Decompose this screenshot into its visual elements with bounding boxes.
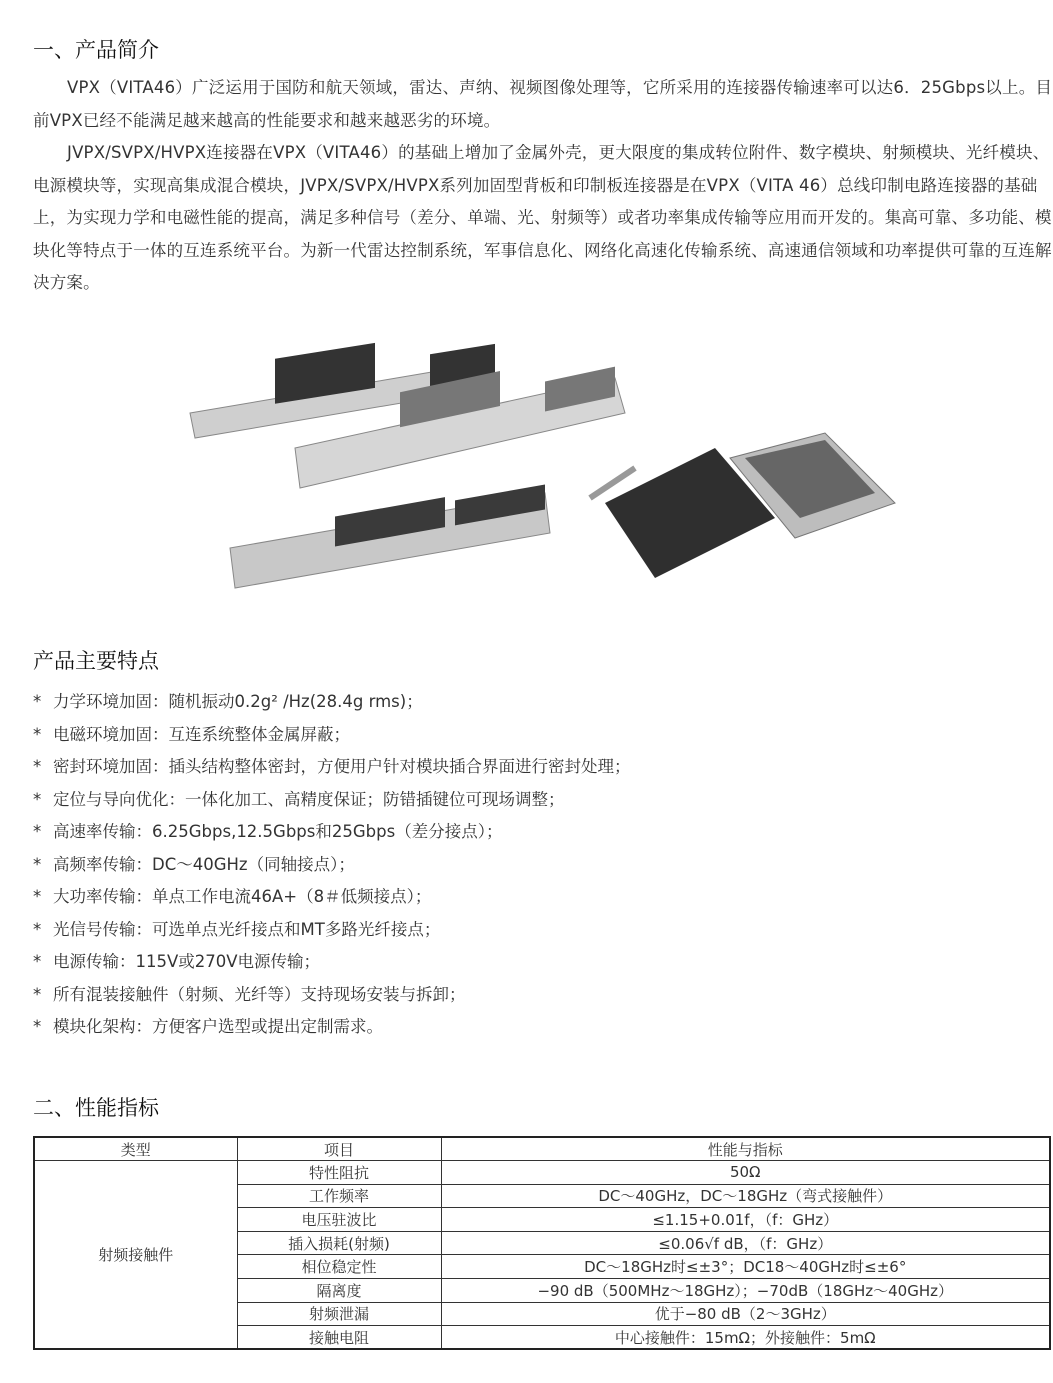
feature-item: * 高速率传输：6.25Gbps,12.5Gbps和25Gbps（差分接点）； xyxy=(33,822,503,841)
spec-cell: 中心接触件：15mΩ；外接触件：5mΩ xyxy=(441,1326,1050,1350)
item-cell: 插入损耗(射频) xyxy=(237,1231,441,1255)
feature-item: * 定位与导向优化：一体化加工、高精度保证；防错插键位可现场调整； xyxy=(33,789,565,809)
feature-item: * 力学环境加固：随机振动0.2g² /Hz(28.4g rms)； xyxy=(33,692,423,711)
intro-paragraph-1: VPX（VITA46）广泛运用于国防和航天领域，雷达、声纳、视频图像处理等，它所采用的连接器传输速率可以达6．25Gbps以上。目前VPX已经不能满足越来越高的性能要求和越来越恶劣的环境。 xyxy=(33,78,1053,130)
feature-item: * 电磁环境加固：互连系统整体金属屏蔽； xyxy=(33,724,350,744)
spec-cell: −90 dB（500MHz～18GHz）；−70dB（18GHz～40GHz） xyxy=(441,1279,1050,1303)
header-type: 类型 xyxy=(34,1137,237,1161)
feature-item: * 大功率传输：单点工作电流46A+（8＃低频接点）； xyxy=(33,887,432,906)
item-cell: 相位稳定性 xyxy=(237,1255,441,1279)
item-cell: 隔离度 xyxy=(237,1279,441,1303)
spec-cell: ≤0.06√f dB，（f：GHz） xyxy=(441,1231,1050,1255)
feature-item: * 密封环境加固：插头结构整体密封，方便用户针对模块插合界面进行密封处理； xyxy=(33,757,631,776)
spec-cell: DC～40GHz，DC～18GHz（弯式接触件） xyxy=(441,1184,1050,1208)
connector-backplane-3 xyxy=(230,485,550,588)
feature-item: * 所有混装接触件（射频、光纤等）支持现场安装与拆卸； xyxy=(33,984,466,1004)
table-header-row xyxy=(34,1137,1050,1161)
item-cell: 工作频率 xyxy=(237,1184,441,1208)
item-cell: 特性阻抗 xyxy=(237,1161,441,1185)
item-cell: 接触电阻 xyxy=(237,1326,441,1350)
type-cell: 射频接触件 xyxy=(34,1161,237,1350)
spec-cell: 50Ω xyxy=(441,1161,1050,1185)
section2-title: 二、性能指标 xyxy=(33,1096,159,1120)
table-row xyxy=(34,1161,1050,1185)
feature-item: * 高频率传输：DC～40GHz（同轴接点）； xyxy=(33,854,355,874)
item-cell: 电压驻波比 xyxy=(237,1208,441,1232)
feature-item: * 模块化架构：方便客户选型或提出定制需求。 xyxy=(33,1017,383,1036)
feature-item: * 光信号传输：可选单点光纤接点和MT多路光纤接点； xyxy=(33,919,441,939)
header-spec: 性能与指标 xyxy=(441,1137,1050,1161)
section1-title: 一、产品简介 xyxy=(33,38,159,62)
intro-paragraph-2: JVPX/SVPX/HVPX连接器在VPX（VITA46）的基础上增加了金属外壳，更大限度的集成转位附件、数字模块、射频模块、光纤模块、电源模块等，实现高集成混合模块，JVPX/SVPX/HVPX系列加固型背板和印制板连接器是在VPX（VITA 46）总线印制电路连接器的基础上，为实现力学和电磁性能的提高，满足多种信号（差分、单端、光、射频等）或者功率集成传输等应用而开发的。集高可靠、多功能、模块化等特点于一体的互连系统平台。为新一代雷达控制系统，军事信息化、网络化高速化传输系统、高速通信领域和功率提供可靠的互连解决方案。 xyxy=(33,143,1052,293)
features-title: 产品主要特点 xyxy=(33,649,159,673)
spec-table xyxy=(33,1136,1051,1350)
product-photo xyxy=(185,318,915,613)
item-cell: 射频泄漏 xyxy=(237,1302,441,1326)
features-list xyxy=(33,686,631,1044)
header-item: 项目 xyxy=(237,1137,441,1161)
spec-cell: 优于−80 dB（2～3GHz） xyxy=(441,1302,1050,1326)
spec-cell: ≤1.15+0.01f，（f：GHz） xyxy=(441,1208,1050,1232)
spec-cell: DC～18GHz时≤±3°；DC18～40GHz时≤±6° xyxy=(441,1255,1050,1279)
feature-item: * 电源传输：115V或270V电源传输； xyxy=(33,952,321,971)
